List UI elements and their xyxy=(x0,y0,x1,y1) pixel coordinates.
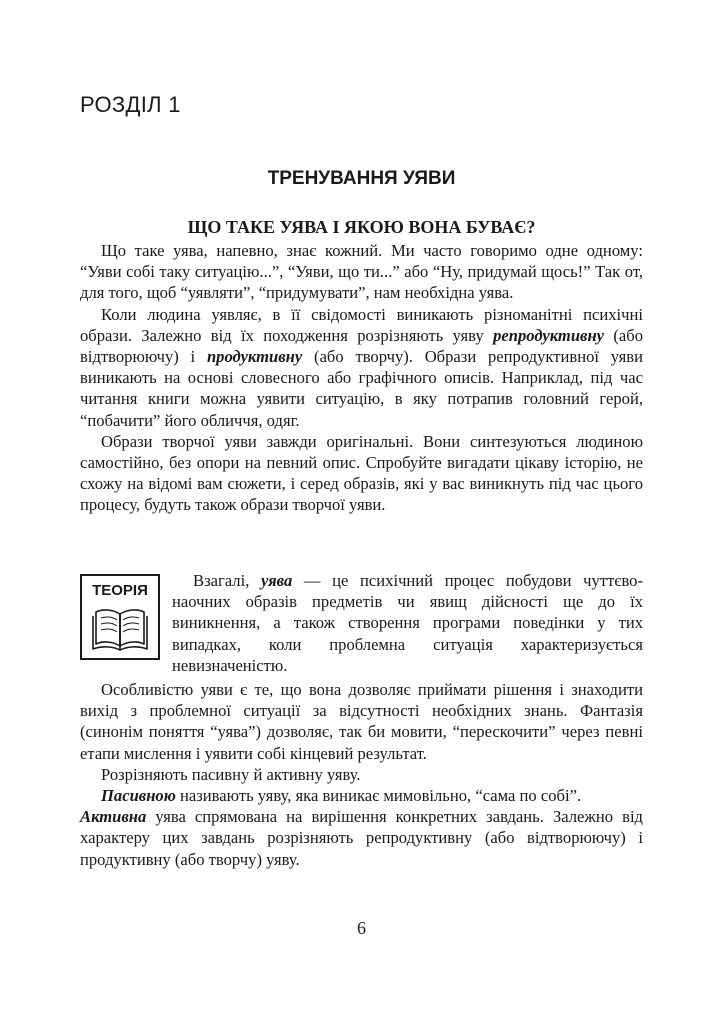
main-text-block xyxy=(80,679,643,870)
theory-badge xyxy=(80,574,160,660)
intro-text-block xyxy=(80,240,643,516)
paragraph-2 xyxy=(80,304,643,431)
paragraph-6-part-b: називають уяву, яка виникає мимовільно, “сама по собі”. xyxy=(175,786,582,806)
theory-label: ТЕОРІЯ xyxy=(92,582,148,599)
paragraph-7 xyxy=(80,806,643,870)
theory-part-a: Взагалі, xyxy=(193,571,261,590)
subsection-title: ЩО ТАКЕ УЯВА І ЯКОЮ ВОНА БУВАЄ? xyxy=(187,217,536,237)
paragraph-6 xyxy=(80,785,643,806)
term-passive: Пасивною xyxy=(101,786,176,806)
paragraph-4: Особливістю уяви є те, що вона дозволяє приймати рішення і знаходити вихід з проблемної ситуації за відсутності необхідних знань. Фантазія (синонім поняття “уява”) дозволяє, так би мовити, “перескочити” через певні етапи мислення і уявити собі кінцевий результат. xyxy=(80,680,643,763)
term-productive: продуктивну xyxy=(206,347,303,367)
paragraph-2-part-a: Коли людина уявляє, в її свідомості виникають різноманітні психічні образи. Залежно від їх походження розрізняють уяву xyxy=(80,304,643,345)
theory-part-c: — це психічний процес побудови чуттєво-наочних образів предметів чи явищ дійсності ще до їх виникнення, а також створення програми поведінки у тих випадках, коли проблемна ситуація характеризується невизначеністю. xyxy=(172,571,643,675)
paragraph-2-part-c: (або відтворюючу) і xyxy=(80,325,644,367)
theory-paragraph xyxy=(172,570,643,676)
page-number: 6 xyxy=(357,918,366,938)
term-imagination: уява xyxy=(261,571,293,590)
paragraph-1: Що таке уява, напевно, знає кожний. Ми часто говоримо одне одному: “Уяви собі таку ситуацію...”, “Уяви, що ти...” або “Ну, придумай щось!” Так от, для того, щоб “уявляти”, “придумувати”, нам необхідна уява. xyxy=(80,241,643,303)
open-book-icon xyxy=(92,606,148,652)
term-active: Активна xyxy=(80,807,147,827)
paragraph-3: Образи творчої уяви завжди оригінальні. Вони синтезуються людиною самостійно, без опори на певний опис. Спробуйте вигадати цікаву історію, не схожу на відомі вам сюжети, і серед образів, які у вас виникнуть під час цього процесу, будуть також образи творчої уяви. xyxy=(80,431,643,515)
term-reproductive: репродуктивну xyxy=(493,325,605,345)
section-title: ТРЕНУВАННЯ УЯВИ xyxy=(267,168,456,189)
paragraph-2-part-e: (або творчу). Образи репродуктивної уяви виникають на основі словесного або графічного описів. Наприклад, під час читання книги можна уявити ситуацію, в яку потрапив головний герой, “побачити” його обличчя, одяг. xyxy=(80,347,643,430)
theory-definition xyxy=(172,570,643,676)
paragraph-7-part-b: уява спрямована на вирішення конкретних завдань. Залежно від характеру цих завдань розрізняють репродуктивну (або відтворюючу) і продуктивну (або творчу) уяву. xyxy=(80,807,643,869)
paragraph-5: Розрізняють пасивну й активну уяву. xyxy=(101,764,361,784)
chapter-heading: РОЗДІЛ 1 xyxy=(80,92,181,117)
